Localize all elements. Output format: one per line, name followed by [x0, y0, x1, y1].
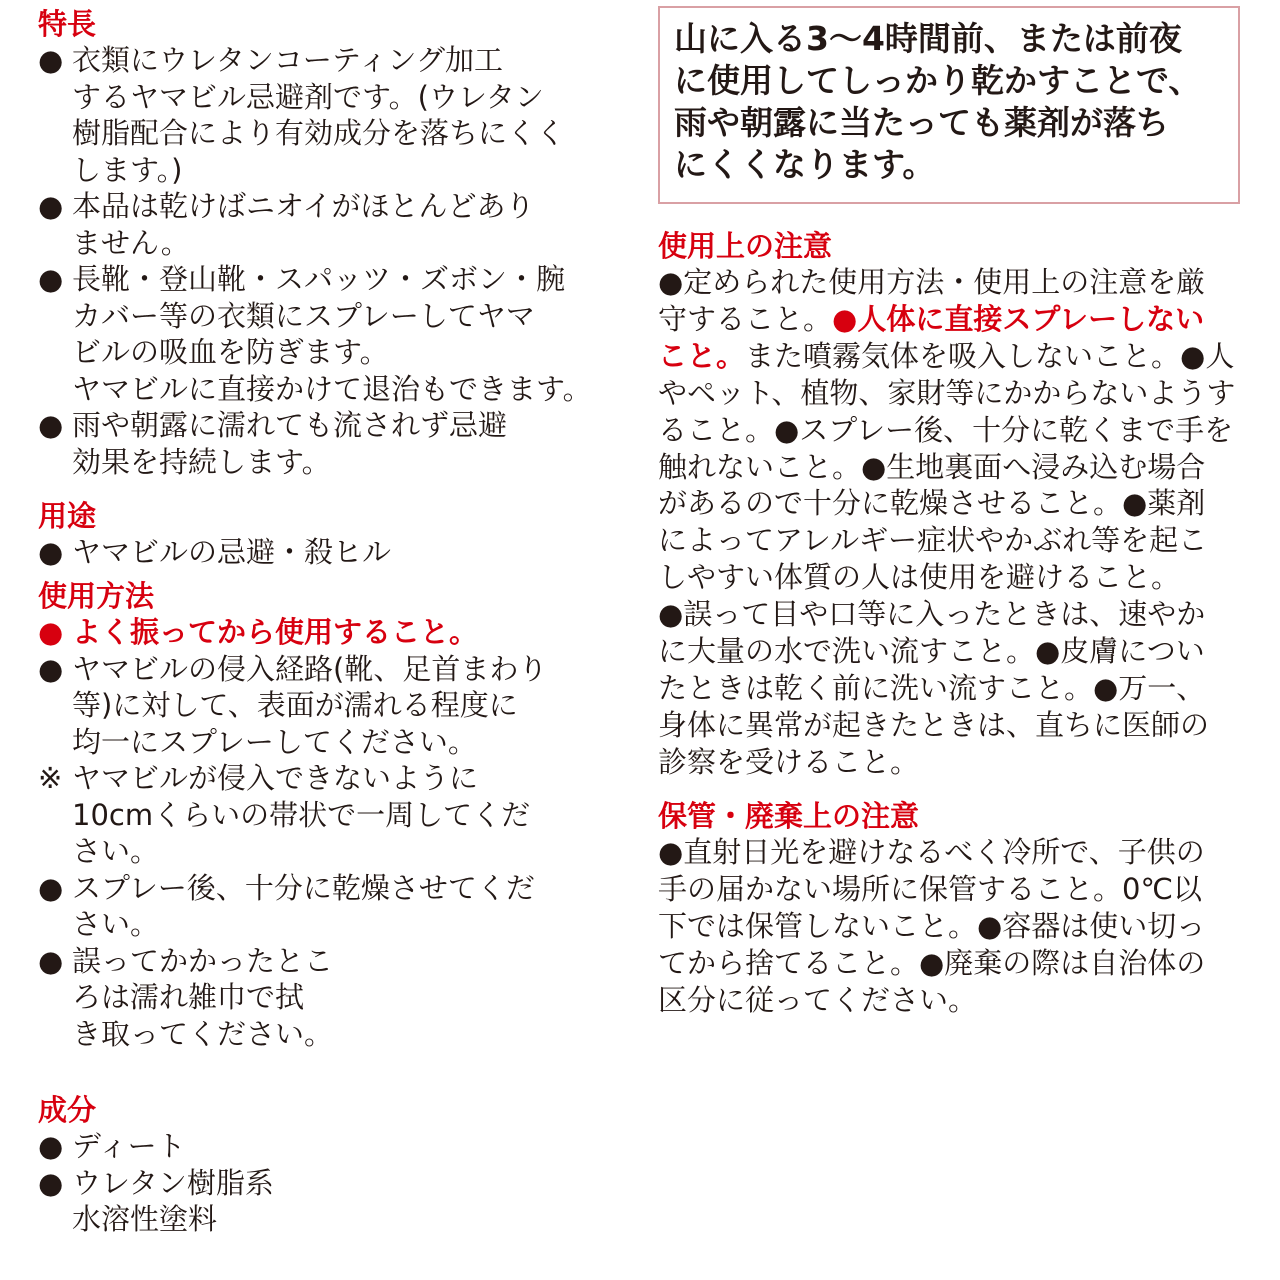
bullet: ●: [38, 651, 64, 686]
usage-note-text: ヤマビルが侵入できないように 10cmくらいの帯状で一周してくだ さい。: [72, 761, 531, 868]
bullet: ●: [38, 1165, 64, 1200]
bullet: ●: [38, 615, 64, 649]
bullet: ●: [38, 943, 64, 978]
precautions-red-warning: ●人体に直接スプレーしない こと。: [658, 301, 1205, 373]
usage-note: [38, 760, 598, 870]
usage-item-1-text: ヤマビルの侵入経路(靴、足首まわり 等)に対して、表面が濡れる程度に 均一にスプレーしてください。: [72, 651, 548, 759]
precautions-section: [658, 228, 1248, 781]
usage-item-3: [38, 943, 598, 1053]
usage-heading: 使用方法: [38, 579, 155, 613]
features-item-3-text: 長靴・登山靴・スパッツ・ズボン・腕 カバー等の衣類にスプレーしてヤマ ビルの吸血を防ぎます。 ヤマビルに直接かけて退治もできます。: [72, 262, 592, 406]
storage-section: [658, 798, 1248, 1019]
uses-item-1: [38, 534, 598, 571]
bullet: ●: [38, 262, 64, 296]
storage-heading: 保管・廃棄上の注意: [658, 799, 920, 833]
ingredients-section: [38, 1092, 598, 1238]
usage-item-2-text: スプレー後、十分に乾燥させてくだ さい。: [72, 870, 535, 941]
usage-item-1: [38, 651, 598, 761]
ingredients-item-2-text: ウレタン樹脂系 水溶性塗料: [72, 1165, 274, 1236]
precautions-part-1: ●定められた使用方法・使用上の注意を厳 守すること。: [658, 265, 1206, 336]
storage-text: ●直射日光を避けなるべく冷所で、子供の 手の届かない場所に保管すること。0℃以 下では保管しないこと。●容器は使い切っ てから捨てること。●廃棄の際は自治体の 区分に従ってください。: [658, 835, 1206, 1017]
callout-box: 山に入る3〜4時間前、または前夜 に使用してしっかり乾かすことで、 雨や朝露に当たっても薬剤が落ち にくくなります。: [658, 6, 1240, 204]
features-section: [38, 6, 598, 480]
features-item-2-text: 本品は乾けばニオイがほとんどあり ません。: [72, 189, 535, 260]
precautions-part-2: また噴霧気体を吸入しないこと。●人 やペット、植物、家財等にかからないようす ること。●スプレー後、十分に乾くまで手を 触れないこと。●生地裏面へ浸み込む場合 があるので十分に乾燥させること。●薬剤 によってアレルギー症状やかぶれ等を起こ しやすい体質の人は使用を避けること。 ●誤って目や口等に入ったときは、速やか に大量の水で洗い流すこと。●皮膚につい たときは乾く前に洗い流すこと。●万一、 身体に異常が起きたときは、直ちに医師の 診察を受けること。: [658, 338, 1236, 779]
bullet: ●: [38, 535, 64, 569]
note-mark: ※: [38, 761, 63, 795]
features-item-3: [38, 261, 598, 407]
ingredients-item-1-text: ディート: [72, 1129, 186, 1163]
uses-heading: 用途: [38, 499, 97, 533]
features-item-1-text: 衣類にウレタンコーティング加工 するヤマビル忌避剤です。(ウレタン 樹脂配合により有効成分を落ちにくく します。): [72, 43, 566, 187]
ingredients-item-2: [38, 1165, 598, 1238]
features-item-4-text: 雨や朝露に濡れても流されず忌避 効果を持続します。: [72, 408, 508, 479]
bullet: ●: [38, 408, 64, 442]
usage-red-item: [38, 614, 598, 651]
usage-item-2: [38, 870, 598, 943]
usage-red-item-text: よく振ってから使用すること。: [72, 615, 479, 649]
bullet: ●: [38, 1129, 64, 1163]
features-heading: 特長: [38, 7, 97, 41]
usage-section: [38, 578, 598, 1052]
ingredients-item-1: [38, 1128, 598, 1165]
features-item-4: [38, 407, 598, 480]
usage-item-3-text: 誤ってかかったとこ ろは濡れ雑巾で拭 き取ってください。: [72, 943, 334, 1051]
precautions-heading: 使用上の注意: [658, 229, 833, 263]
uses-item-1-text: ヤマビルの忌避・殺ヒル: [72, 535, 392, 569]
features-item-2: [38, 188, 598, 261]
precautions-text: [658, 264, 1248, 781]
bullet: ●: [38, 43, 64, 77]
ingredients-heading: 成分: [38, 1093, 97, 1127]
uses-section: [38, 498, 598, 571]
bullet: ●: [38, 189, 64, 223]
bullet: ●: [38, 870, 64, 905]
features-item-1: [38, 42, 598, 188]
